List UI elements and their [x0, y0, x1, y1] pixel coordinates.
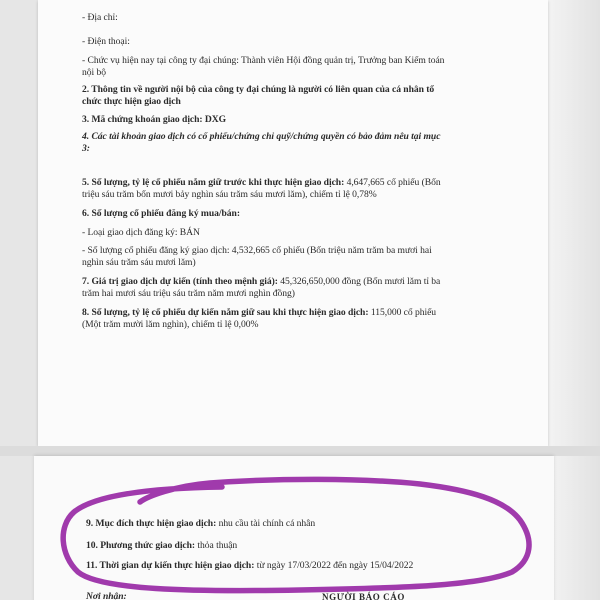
item-11-value: từ ngày 17/03/2022 đến ngày 15/04/2022 — [254, 560, 414, 571]
item-8-line-1 — [82, 307, 436, 319]
item-6-quantity-2: nghìn sáu trăm sáu mươi lăm) — [82, 257, 196, 268]
item-8-label: 8. Số lượng, tỷ lệ cổ phiếu dự kiến nắm giữ sau khi thực hiện giao dịch: — [82, 307, 369, 318]
item-9-value: nhu cầu tài chính cá nhân — [216, 518, 316, 529]
item-2-heading-cont: chức thực hiện giao dịch — [82, 96, 181, 107]
reporter-heading: NGƯỜI BÁO CÁO — [322, 592, 405, 600]
item-4-heading: 4. Các tài khoản giao dịch có cổ phiếu/chứng chỉ quỹ/chứng quyền có bảo đảm nêu tại mục — [82, 131, 441, 142]
item-11-label: 11. Thời gian dự kiến thực hiện giao dịch: — [86, 560, 255, 571]
item-7-label: 7. Giá trị giao dịch dự kiến (tính theo mệnh giá): — [82, 276, 278, 287]
page-separator — [0, 446, 600, 456]
item-7-value: 45,326,650,000 đồng (Bốn mươi lăm tỉ ba — [277, 276, 441, 287]
address-line: - Địa chỉ: — [82, 12, 118, 23]
item-4-heading-cont: 3: — [82, 143, 90, 154]
recipients-label: Nơi nhận: — [86, 591, 127, 600]
item-8-value: 115,000 cổ phiếu — [368, 307, 437, 318]
item-7-line-1 — [82, 276, 440, 288]
item-8-line-2: (Một trăm mười lăm nghìn), chiếm tỉ lệ 0,00% — [82, 319, 259, 330]
item-6-heading: 6. Số lượng cổ phiếu đăng ký mua/bán: — [82, 208, 240, 219]
item-3-heading — [82, 114, 226, 126]
item-7-line-2: trăm hai mươi sáu triệu sáu trăm năm mươi nghìn đồng) — [82, 288, 295, 299]
item-10-line — [86, 540, 237, 552]
item-2-heading: 2. Thông tin về người nội bộ của công ty đại chúng là người có liên quan của cá nhân tổ — [82, 84, 435, 95]
phone-line: - Điện thoại: — [82, 36, 130, 47]
item-10-value: thỏa thuận — [195, 540, 238, 551]
item-5-label: 5. Số lượng, tỷ lệ cổ phiếu nắm giữ trước khi thực hiện giao dịch: — [82, 177, 345, 188]
position-line-2: nội bộ — [82, 67, 106, 78]
item-10-label: 10. Phương thức giao dịch: — [86, 540, 196, 551]
item-5-line-2: triệu sáu trăm bốn mươi bảy nghìn sáu trăm sáu mươi lăm), chiếm tỉ lệ 0,78% — [82, 189, 377, 200]
item-11-line — [86, 560, 413, 572]
item-5-line-1 — [82, 177, 441, 189]
viewer-margin — [548, 0, 600, 600]
position-line-1: - Chức vụ hiện nay tại công ty đại chúng: Thành viên Hội đồng quản trị, Trưởng ban Kiểm toán — [82, 55, 445, 66]
item-6-type: - Loại giao dịch đăng ký: BÁN — [82, 227, 200, 238]
item-5-value: 4,647,665 cổ phiếu (Bốn — [344, 177, 441, 188]
item-6-quantity-1: - Số lượng cổ phiếu đăng ký giao dịch: 4,532,665 cổ phiếu (Bốn triệu năm trăm ba mươi hai — [82, 245, 432, 256]
item-3-text: 3. Mã chứng khoán giao dịch: DXG — [82, 114, 227, 125]
item-9-label: 9. Mục đích thực hiện giao dịch: — [86, 518, 217, 529]
item-9-line — [86, 518, 315, 530]
